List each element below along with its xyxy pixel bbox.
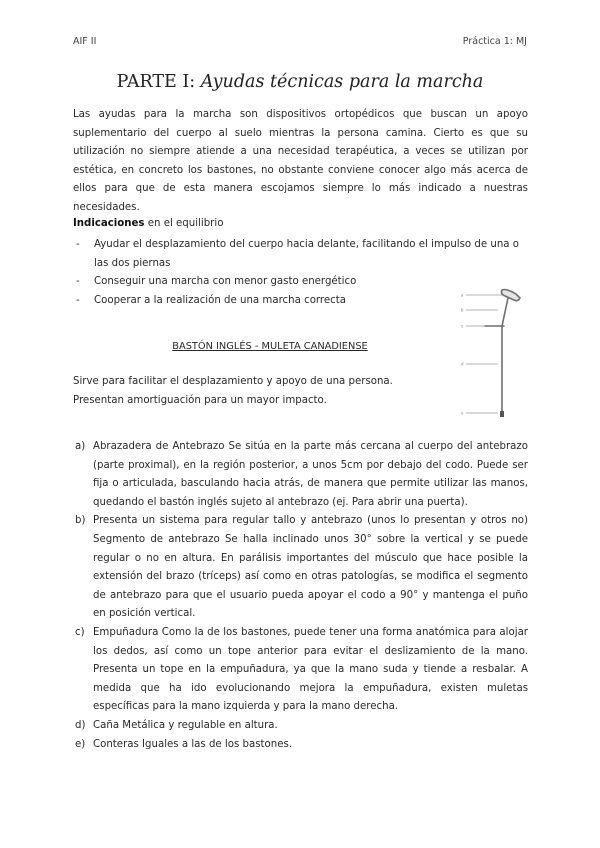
list-item: - Ayudar el desplazamiento del cuerpo hacia delante, facilitando el impulso de una o las dos piernas bbox=[73, 236, 528, 273]
sirve-line: Presentan amortiguación para un mayor impacto. bbox=[73, 395, 327, 406]
title-prefix: PARTE I: bbox=[116, 72, 201, 92]
item-marker: c) bbox=[75, 626, 85, 638]
list-item bbox=[73, 717, 528, 736]
sirve-line: Sirve para facilitar el desplazamiento y apoyo de una persona. bbox=[73, 376, 393, 387]
indicaciones-bold: Indicaciones bbox=[73, 218, 145, 229]
item-text: Conteras Iguales a las de los bastones. bbox=[93, 738, 293, 750]
callout-a: a bbox=[461, 292, 464, 298]
list-item bbox=[73, 512, 528, 624]
callout-b: b bbox=[461, 307, 464, 313]
list-item: - Cooperar a la realización de una marcha correcta bbox=[73, 292, 528, 311]
section-subheading: BASTÓN INGLÉS - MULETA CANADIENSE bbox=[172, 341, 368, 352]
item-marker: a) bbox=[75, 441, 86, 452]
sirve-text bbox=[73, 372, 393, 410]
item-marker: b) bbox=[75, 515, 86, 527]
title-italic: Ayudas técnicas para la marcha bbox=[200, 72, 484, 92]
callout-d: d bbox=[461, 361, 464, 367]
page-title bbox=[0, 72, 600, 92]
list-item: - Conseguir una marcha con menor gasto energético bbox=[73, 273, 528, 292]
header-course: AIF II bbox=[73, 36, 97, 47]
list-item bbox=[73, 736, 528, 755]
item-marker: e) bbox=[75, 738, 86, 750]
header-practice: Práctica 1: MJ bbox=[462, 36, 527, 47]
list-item bbox=[73, 624, 528, 717]
item-text: Empuñadura Como la de los bastones, puede tener una forma anatómica para alojar los dedos, así como un tope anterior para evitar el deslizamiento de la mano. Presenta un tope en la empuñadura, ya que la mano suda y tiende a resbalar. A medida que ha ido evolucionando mejora la empuñadura, existen muletas específicas para la mano izquierda y para la mano derecha. bbox=[93, 626, 528, 713]
callout-e: e bbox=[461, 410, 464, 416]
item-text: Caña Metálica y regulable en altura. bbox=[93, 719, 278, 731]
indicaciones-heading bbox=[73, 218, 223, 229]
parts-list bbox=[73, 438, 528, 754]
indicaciones-rest: en el equilibrio bbox=[144, 218, 224, 229]
list-item bbox=[73, 438, 528, 512]
item-text: Abrazadera de Antebrazo Se sitúa en la parte más cercana al cuerpo del antebrazo (parte proximal), en la región posterior, a unos 5cm por debajo del codo. Puede ser fija o articulada, basculando hacia atrás, de manera que permite utilizar las manos, quedando el bastón inglés sujeto al antebrazo (ej. Para abrir una puerta). bbox=[93, 441, 528, 508]
intro-paragraph: Las ayudas para la marcha son dispositivos ortopédicos que buscan un apoyo suplementario del cuerpo al suelo mientras la persona camina. Cierto es que su utilización no siempre atiende a una necesidad terapéutica, a veces se utilizan por estética, en concreto los bastones, no obstante conviene conocer algo más acerca de ellos para que de esta manera escojamos siempre lo más indicado a nuestras necesidades. bbox=[73, 109, 528, 213]
item-text: Presenta un sistema para regular tallo y antebrazo (unos lo presentan y otros no) Segmento de antebrazo Se halla inclinado unos 30° sobre la vertical y se puede regular o no en altura. En parálisis importantes del músculo que hace posible la extensión del brazo (tríceps) así como en otras patologías, se modifica el segmento de antebrazo para que el usuario pueda apoyar el codo a 90° y mantenga el puño en posición vertical. bbox=[93, 515, 528, 620]
item-marker: d) bbox=[75, 719, 86, 731]
crutch-diagram-icon bbox=[458, 284, 530, 422]
callout-c: c bbox=[461, 323, 464, 329]
